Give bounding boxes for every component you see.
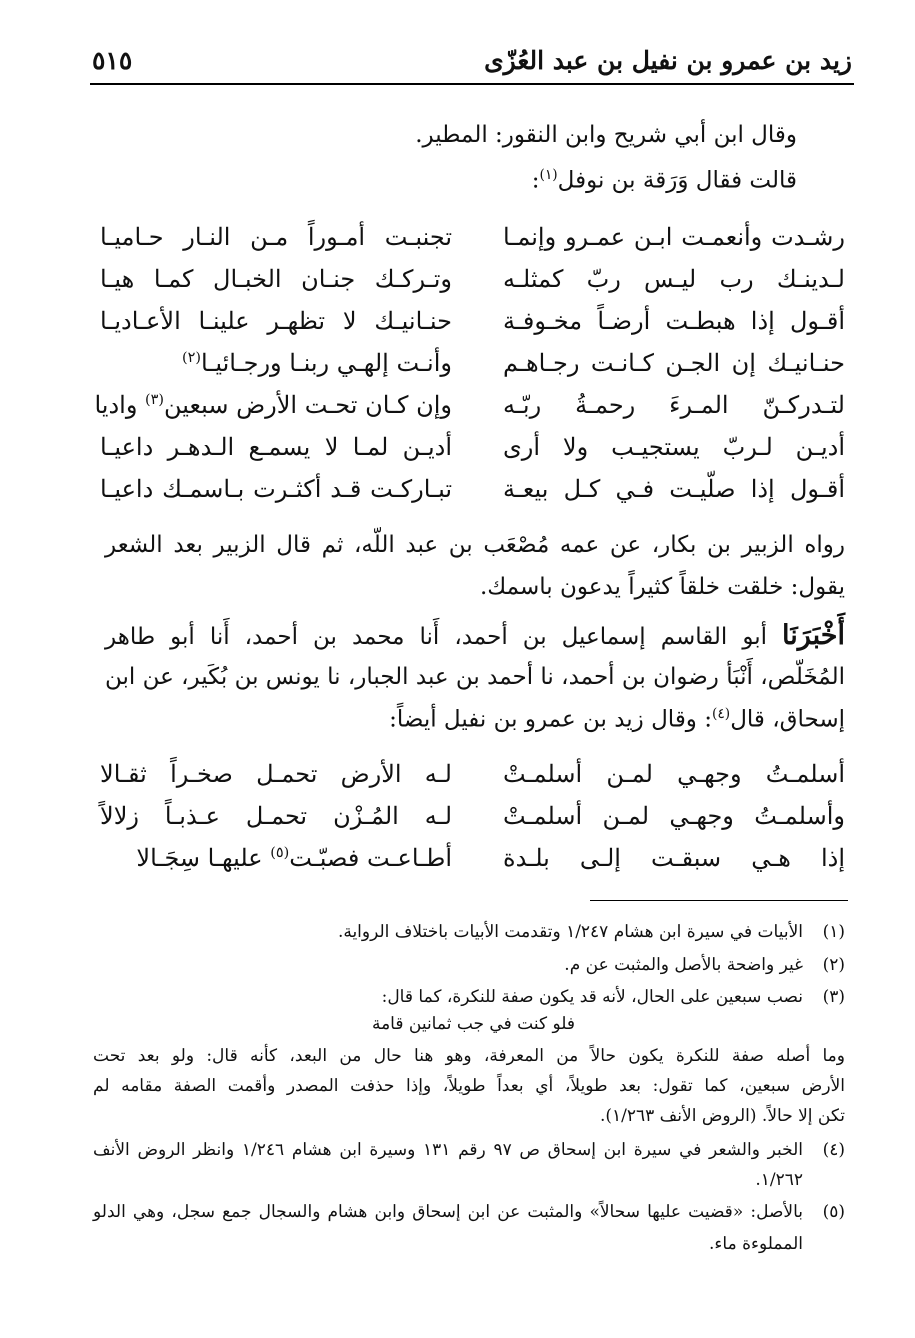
text-fragment: أطـاعـت فصبّـت [289,844,452,872]
verse-first-half: رشـدت وأنعمـت ابـن عمـرو وإنمـا [503,223,845,251]
footnote-text: وما أصله صفة للنكرة يكون حالاً من المعرفة، وهو هنا حال من البعد، كأنه قال: ولو بعد تحت [93,1046,845,1066]
verse-first-half: وأسلمـتُ وجهـي لمـن أسلمـتْ [503,802,845,830]
text-line [532,167,797,195]
verse-second-half: تبـاركـت قـد أكثـرت بـاسمـك داعيـا [100,475,452,503]
text-fragment: : [531,167,540,194]
page-title: زيد بن عمرو بن نفيل بن عبد العُزّى [484,46,852,75]
verse-second-half: تجنبـت أمـوراً مـن النـار حـاميـا [100,223,452,251]
footnote-text: الخبر والشعر في سيرة ابن إسحاق ص ٩٧ رقم ١٣١ وسيرة ابن هشام ١/٢٤٦ وانظر الروض الأنف [93,1140,803,1160]
text-line: المُخَلّص، أَنْبَأ رضوان بن أحمد، نا أحمد بن عبد الجبار، نا يونس بن بُكَير، عن ابن [104,664,845,690]
footnote-number: (١) [822,922,845,942]
verse-first-half: أقـول إذا هبطـت أرضـاً مخـوفـة [503,307,845,335]
text-fragment: : وقال زيد بن عمرو بن نفيل أيضاً: [389,706,712,733]
running-header [92,46,852,86]
footnote-ref: (٥) [270,845,290,861]
footnote-text: نصب سبعين على الحال، لأنه قد يكون صفة للنكرة، كما قال: [381,987,803,1007]
footnote-text: المملوءة ماء. [709,1234,803,1254]
footnote-text: الأبيات في سيرة ابن هشام ١/٢٤٧ وتقدمت الأبيات باختلاف الرواية. [337,922,803,942]
footnote-text: بالأصل: «قضيت عليها سحالاً» والمثبت عن ابن إسحاق وابن هشام والسجال جمع سجل، وهي الدلو [93,1202,803,1222]
verse-second-half: حنـانيـك لا تظهـر علينـا الأعـاديـا [100,307,452,335]
text-fragment: وإن كـان تحـت الأرض سبعين [164,391,452,419]
footnote-ref: (١) [539,167,558,183]
footnote-ref: (٢) [182,350,202,366]
footnote-number: (٤) [822,1140,845,1160]
footnote-text: تكن إلا حالاً. (الروض الأنف ١/٢٦٣). [599,1106,845,1126]
footnote-ref: (٣) [145,392,165,408]
text-fragment: أبو القاسم إسماعيل بن أحمد، أَنا محمد بن أحمد، أَنا أبو طاهر [105,624,783,650]
text-fragment: وأنـت إلهـي ربنـا ورجـائيـا [201,349,452,377]
text-fragment: قالت فقال وَرَقة بن نوفل [557,167,797,194]
akhbarana-heading: أَخْبَرَنَا [782,620,845,651]
page-number: ٥١٥ [92,46,133,75]
verse-first-half: أقـول إذا صلّيـت فـي كـل بيعـة [503,475,845,503]
text-line: رواه الزبير بن بكار، عن عمه مُصْعَب بن عبد اللّه، ثم قال الزبير بعد الشعر [105,532,845,558]
verse-first-half: أديـن لـربّ يستجيـب ولا أرى [503,433,845,461]
header-rule [90,83,854,85]
text-fragment: واديا [94,391,146,419]
footnote-verse: فلو كنت في جب ثمانين قامة [371,1014,575,1034]
footnote-number: (٢) [822,955,845,975]
verse-second-half [94,391,452,420]
verse-second-half: أديـن لمـا لا يسمـع الـدهـر داعيـا [100,433,452,461]
text-line: يقول: خلقت خلقاً كثيراً يدعون باسمك. [479,574,845,600]
verse-second-half: لـه المُـزْن تحمـل عـذبـاً زلالاً [100,802,452,830]
verse-first-half: إذا هـي سبقـت إلـى بلـدة [503,844,845,872]
verse-second-half: لـه الأرض تحمـل صخـراً ثقـالا [100,760,452,788]
text-fragment: عليهـا سِجَـالا [136,844,271,872]
text-line [105,620,845,652]
text-line [389,706,845,734]
footnote-text: الأرض سبعين، كما تقول: بعد طويلاً، أي بعداً طويلاً، وإذا حذفت المصدر وأقمت الصفة مقامه لم [93,1076,845,1096]
verse-first-half: لتـدركـنّ المـرءَ رحمـةُ ربّـه [503,391,845,419]
footnote-text: ١/٢٦٢. [755,1170,803,1190]
footnote-rule [590,900,848,901]
verse-first-half: لـدينـك رب ليـس ربّ كمثلـه [503,265,845,293]
verse-second-half [100,844,452,873]
text-fragment: إسحاق، قال [730,706,845,733]
verse-second-half: وتـركـك جنـان الخبـال كمـا هيـا [100,265,452,293]
footnote-number: (٣) [822,987,845,1007]
footnote-text: غير واضحة بالأصل والمثبت عن م. [564,955,803,975]
footnote-number: (٥) [822,1202,845,1222]
verse-second-half [100,349,452,378]
verse-first-half: حنـانيـك إن الجـن كـانـت رجـاهـم [503,349,845,377]
footnote-ref: (٤) [711,706,731,722]
text-line: وقال ابن أبي شريح وابن النقور: المطير. [415,122,797,148]
verse-first-half: أسلمـتُ وجهـي لمـن أسلمـتْ [503,760,845,788]
